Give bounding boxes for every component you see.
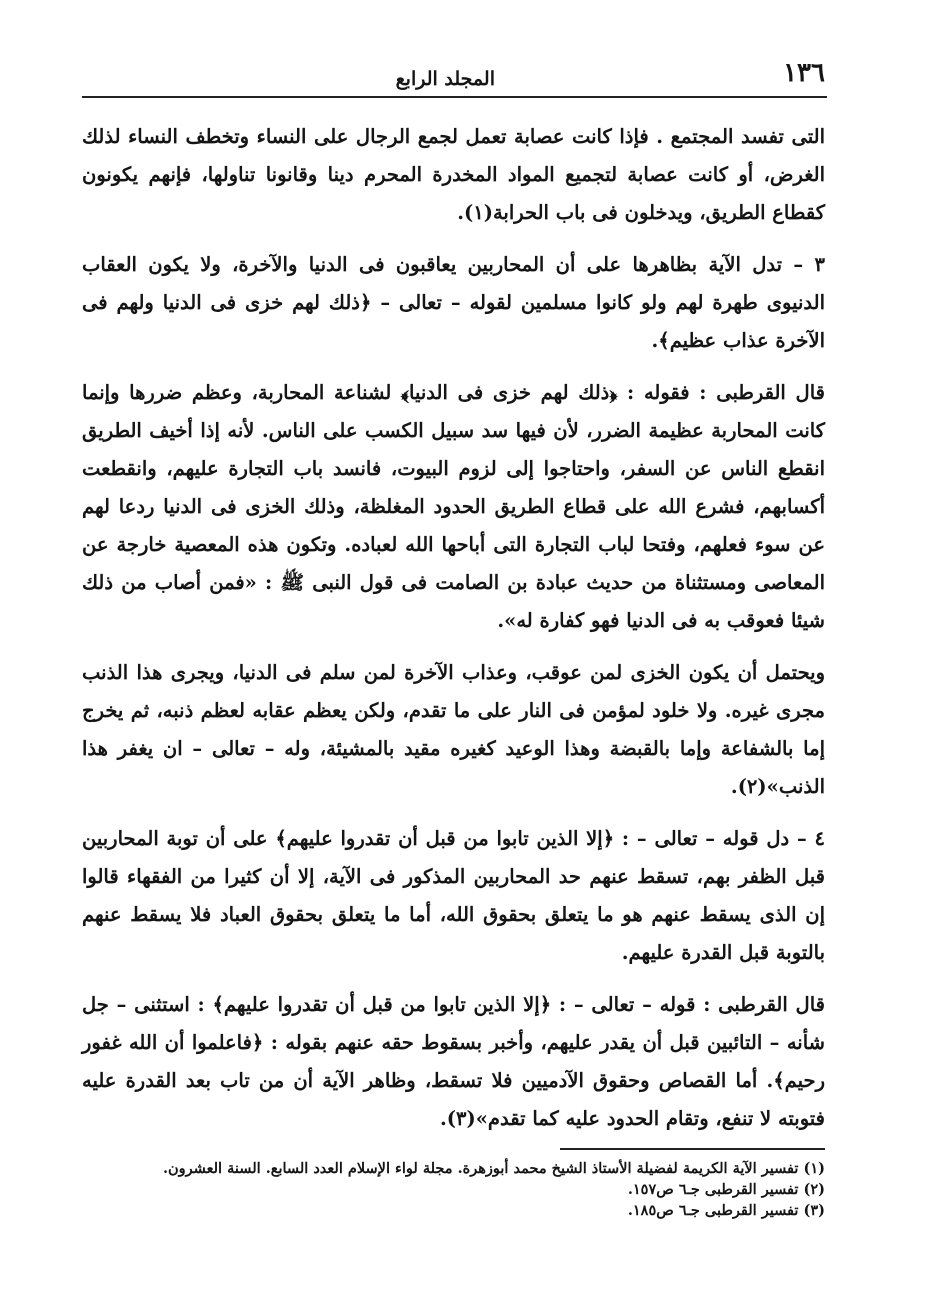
page-number: ١٣٦: [783, 58, 825, 88]
paragraph-4: ويحتمل أن يكون الخزى لمن عوقب، وعذاب الآخرة لمن سلم فى الدنيا، ويجرى هذا الذنب مجرى غيره. ولا خلود لمؤمن فى النار على ما تقدم، ولكن يعظم عقابه لعظم ذنبه، ثم يخرج إما بالشفاعة وإما بالقبضة وهذا الوعيد كغيره مقيد بالمشيئة، وله – تعالى – ان يغفر هذا الذنب»(٢).: [82, 661, 825, 798]
paragraph-2: ٣ – تدل الآية بظاهرها على أن المحاربين يعاقبون فى الدنيا والآخرة، ولا يكون العقاب الدنيوى طهرة لهم ولو كانوا مسلمين لقوله – تعالى – ﴿ذلك لهم خزى فى الدنيا ولهم فى الآخرة عذاب عظيم﴾.: [82, 253, 825, 352]
paragraph-5: ٤ – دل قوله – تعالى – : ﴿إلا الذين تابوا من قبل أن تقدروا عليهم﴾ على أن توبة المحاربين قبل الظفر بهم، تسقط عنهم حد المحاربين المذكور فى الآية، إلا أن كثيرا من الفقهاء قالوا إن الذى يسقط عنهم هو ما يتعلق بحقوق الله، أما ما يتعلق بحقوق العباد فلا يسقط عنهم بالتوبة قبل القدرة عليهم.: [82, 827, 825, 964]
main-text: [82, 118, 825, 1148]
footnote-divider: [560, 1148, 825, 1150]
paragraph-1: التى تفسد المجتمع . فإذا كانت عصابة تعمل لجمع الرجال على النساء وتخطف النساء لذلك الغرض، أو كانت عصابة لتجميع المواد المخدرة المحرم دينا وقانونا تناولها، فإنهم يكونون كقطاع الطريق، ويدخلون فى باب الحرابة(١).: [82, 125, 825, 224]
paragraph-3: قال القرطبى : فقوله : ﴿ذلك لهم خزى فى الدنيا﴾ لشناعة المحاربة، وعظم ضررها وإنما كانت المحاربة عظيمة الضرر، لأن فيها سد سبيل الكسب على الناس. لأنه إذا أخيف الطريق انقطع الناس عن السفر، واحتاجوا إلى لزوم البيوت، فانسد باب التجارة عليهم، وانقطعت أكسابهم، فشرع الله على قطاع الطريق الحدود المغلظة، وذلك الخزى فى الدنيا ردعا لهم عن سوء فعلهم، وفتحا لباب التجارة التى أباحها الله لعباده. وتكون هذه المعصية خارجة عن المعاصى ومستثناة من حديث عبادة بن الصامت فى قول النبى ﷺ : «فمن أصاب من ذلك شيئا فعوقب به فى الدنيا فهو كفارة له».: [82, 381, 825, 632]
page-header: [82, 58, 825, 98]
running-title: المجلد الرابع: [395, 68, 495, 90]
header-divider: [82, 96, 827, 98]
footnote-3: (٣) تفسير القرطبى جـ٦ ص١٨٥.: [627, 1202, 825, 1219]
footnote-1: (١) تفسير الآية الكريمة لفضيلة الأستاذ الشيخ محمد أبوزهرة. مجلة لواء الإسلام العدد السابع. السنة العشرون.: [162, 1160, 825, 1177]
footnotes: [82, 1158, 825, 1221]
footnote-2: (٢) تفسير القرطبى جـ٦ ص١٥٧.: [627, 1181, 825, 1198]
paragraph-6: قال القرطبى : قوله – تعالى – : ﴿إلا الذين تابوا من قبل أن تقدروا عليهم﴾ : استثنى – جل شأنه – التائبين قبل أن يقدر عليهم، وأخبر بسقوط حقه عنهم بقوله : ﴿فاعلموا أن الله غفور رحيم﴾. أما القصاص وحقوق الآدميين فلا تسقط، وظاهر الآية أن من تاب بعد القدرة عليه فتوبته لا تنفع، وتقام الحدود عليه كما تقدم»(٣).: [82, 993, 825, 1130]
